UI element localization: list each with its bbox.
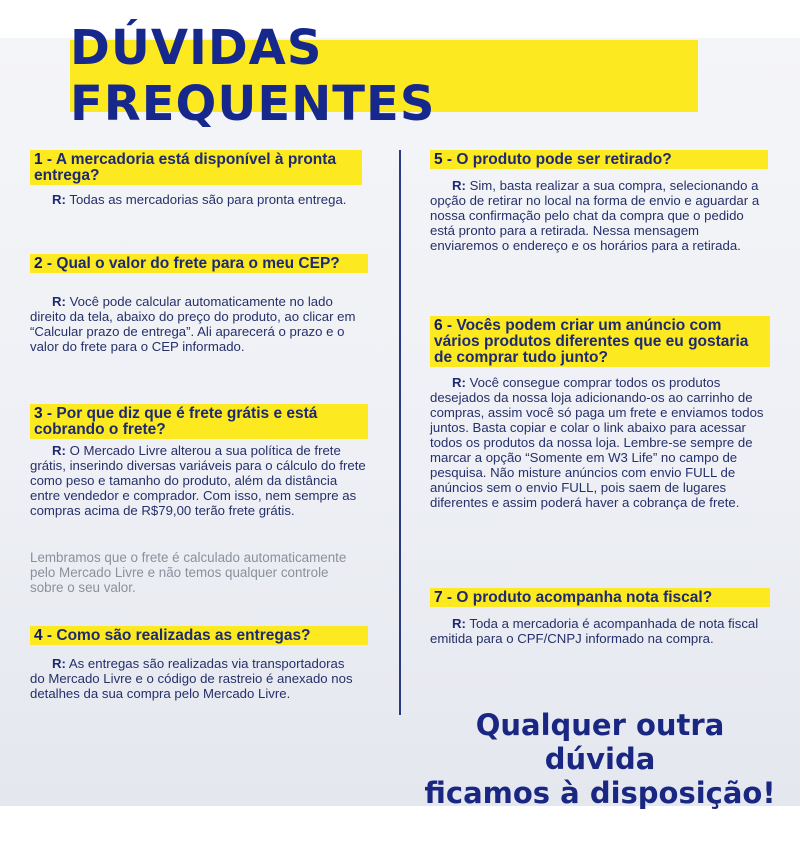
faq-answer-2 <box>30 294 366 354</box>
answer-text: As entregas são realizadas via transportadoras do Mercado Livre e o código de rastreio é anexado nos detalhes da sua compra pelo Mercado Livre. <box>30 656 353 701</box>
faq-question-text: - A mercadoria está disponível à pronta entrega? <box>34 151 337 184</box>
faq-question-2 <box>30 254 368 273</box>
answer-label: R: <box>452 178 466 193</box>
faq-question-3 <box>30 404 368 439</box>
faq-question-text: - Por que diz que é frete grátis e está cobrando o frete? <box>34 405 318 438</box>
faq-question-text: - Qual o valor do frete para o meu CEP? <box>42 255 340 272</box>
faq-number: 4 <box>34 627 43 644</box>
answer-label: R: <box>52 192 66 207</box>
faq-question-text: - O produto pode ser retirado? <box>442 151 672 168</box>
answer-label: R: <box>452 375 466 390</box>
faq-question-4 <box>30 626 368 645</box>
faq-answer-3 <box>30 443 366 518</box>
page-title: DÚVIDAS FREQUENTES <box>70 20 436 132</box>
answer-text: Você pode calcular automaticamente no lado direito da tela, abaixo do preço do produto, ao clicar em “Calcular prazo de entrega”. Ali aparecerá o prazo e o valor do frete para o CEP informado. <box>30 294 356 354</box>
faq-answer-6 <box>430 375 766 510</box>
faq-number: 6 <box>434 317 443 334</box>
faq-question-1 <box>30 150 362 185</box>
answer-label: R: <box>52 443 66 458</box>
faq-question-text: - Vocês podem criar um anúncio com vários produtos diferentes que eu gostaria de comprar tudo junto? <box>434 317 749 366</box>
faq-question-text: - Como são realizadas as entregas? <box>42 627 311 644</box>
freight-note: Lembramos que o frete é calculado automaticamente pelo Mercado Livre e não temos qualquer controle sobre o seu valor. <box>30 550 347 595</box>
answer-text: Todas as mercadorias são para pronta entrega. <box>65 192 347 207</box>
faq-question-text: - O produto acompanha nota fiscal? <box>442 589 713 606</box>
answer-label: R: <box>452 616 466 631</box>
faq-number: 7 <box>434 589 443 606</box>
faq-question-6 <box>430 316 770 367</box>
faq-answer-5 <box>430 178 768 253</box>
faq-number: 5 <box>434 151 443 168</box>
answer-label: R: <box>52 294 66 309</box>
closing-message <box>420 708 780 810</box>
answer-text: Sim, basta realizar a sua compra, selecionando a opção de retirar no local na forma de envio e aguardar a nossa confirmação pelo chat da compra que o pedido está pronto para a retirada. Nessa mensagem enviaremos o endereço e os horários para a retirada. <box>430 178 760 253</box>
answer-text: Você consegue comprar todos os produtos desejados da nossa loja adicionando-os ao carrinho de compras, assim você só paga um frete e enviamos todos juntos. Basta copiar e colar o link abaixo para acessar todos os produtos da nossa loja. Lembre-se sempre de marcar a opção “Somente em W3 Life” no campo de pesquisa. Não misture anúncios com envio FULL de anúncios sem o envio FULL, pois saem de lugares diferentes e assim poderá haver a cobrança de frete. <box>430 375 764 510</box>
faq-answer-7 <box>430 616 760 646</box>
faq-question-7 <box>430 588 770 607</box>
answer-text: O Mercado Livre alterou a sua política de frete grátis, inserindo diversas variáveis para o cálculo do frete como peso e tamanho do produto, além da distância entre vendedor e comprador. Com isso, nem sempre as compras acima de R$79,00 terão frete grátis. <box>30 443 366 518</box>
title-banner <box>70 20 698 132</box>
faq-number: 2 <box>34 255 43 272</box>
closing-line-2: ficamos à disposição! <box>424 776 776 810</box>
answer-label: R: <box>52 656 66 671</box>
answer-text: Toda a mercadoria é acompanhada de nota fiscal emitida para o CPF/CNPJ informado na compra. <box>430 616 759 646</box>
faq-number: 1 <box>34 151 43 168</box>
faq-question-5 <box>430 150 768 169</box>
faq-answer-1 <box>30 192 360 207</box>
faq-answer-4 <box>30 656 360 701</box>
faq-number: 3 <box>34 405 43 422</box>
closing-line-1: Qualquer outra dúvida <box>475 708 725 776</box>
column-divider <box>399 150 401 715</box>
